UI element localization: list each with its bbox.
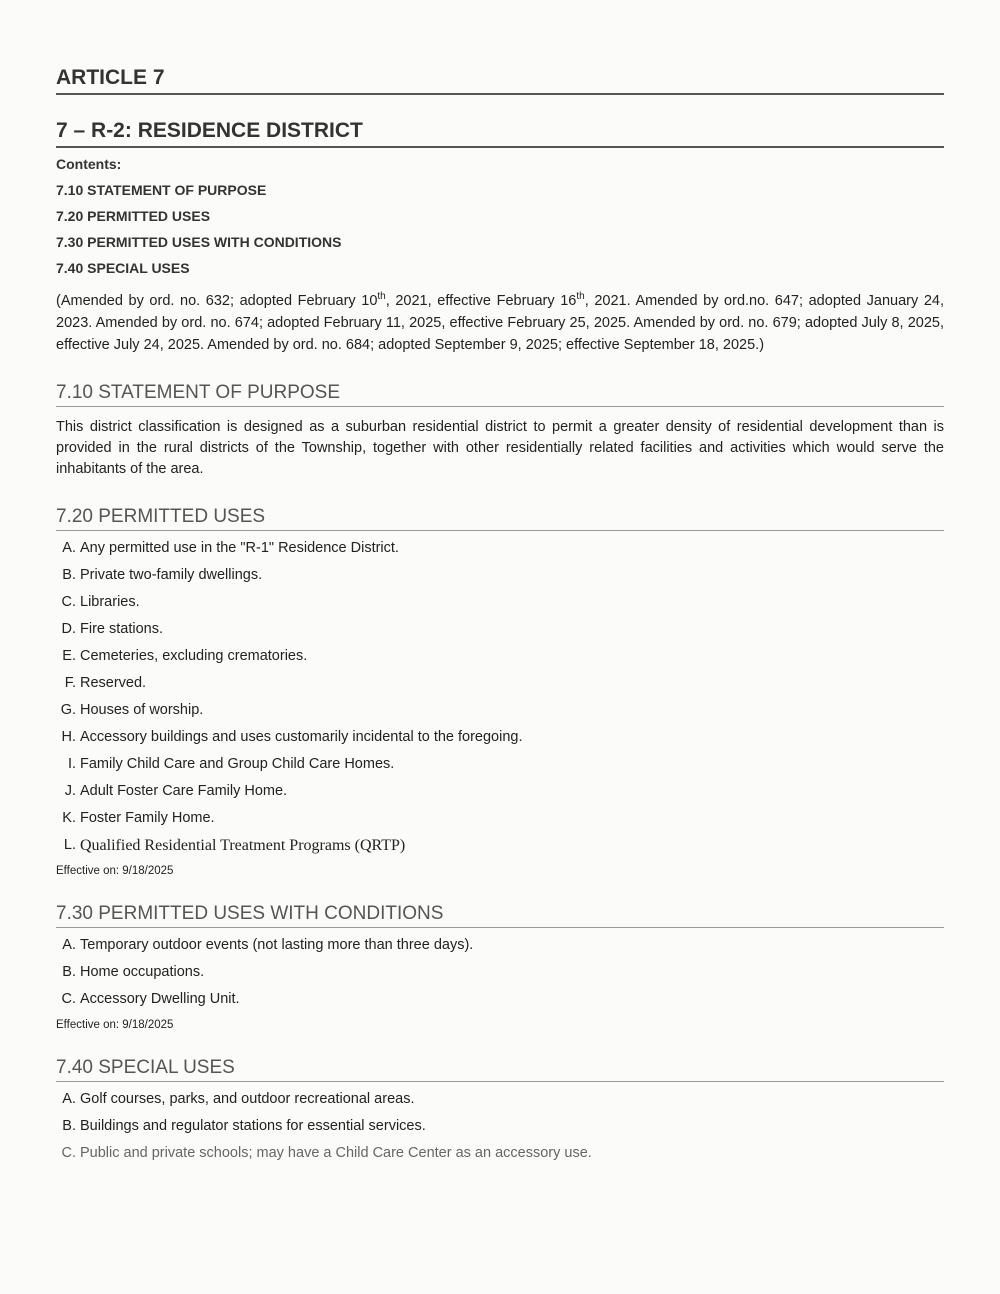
- item-text: Foster Family Home.: [80, 810, 215, 826]
- item-letter: G.: [60, 702, 76, 718]
- conditional-uses-list: [56, 936, 944, 1009]
- amendment-sup-2: th: [576, 291, 585, 303]
- item-text: Qualified Residential Treatment Programs (QRTP): [80, 837, 406, 854]
- list-item: [56, 936, 944, 955]
- item-letter: C.: [61, 594, 76, 610]
- amendment-text-1: (Amended by ord. no. 632; adopted February 10: [56, 293, 378, 309]
- item-letter: B.: [62, 1118, 76, 1134]
- item-text: Public and private schools; may have a Child Care Center as an accessory use.: [80, 1145, 592, 1161]
- item-text: Family Child Care and Group Child Care Homes.: [80, 756, 395, 772]
- item-text: Private two-family dwellings.: [80, 567, 263, 583]
- item-text: Any permitted use in the "R-1" Residence District.: [80, 540, 399, 556]
- item-text: Temporary outdoor events (not lasting more than three days).: [80, 937, 474, 953]
- section-heading-7-10: 7.10 STATEMENT OF PURPOSE: [56, 382, 944, 407]
- amendment-text-3: , 2021. Amended by ord.no. 647; adopted January 24, 2023. Amended by ord. no. 674; adopted February 11, 2025, effective February 25, 2025. Amended by ord. no. 679; adopted July 8, 2025, effective July 24, 2025. Amended by ord. no. 684; adopted September 9, 2025; effective September 18, 2025.): [56, 293, 944, 353]
- item-letter: A.: [62, 1091, 76, 1107]
- item-letter: L.: [63, 837, 76, 853]
- list-item: [56, 809, 944, 828]
- item-letter: A.: [62, 540, 76, 556]
- permitted-uses-list: [56, 539, 944, 855]
- item-text: Accessory Dwelling Unit.: [80, 991, 240, 1007]
- effective-date: Effective on: 9/18/2025: [56, 1019, 174, 1031]
- item-text: Fire stations.: [80, 621, 163, 637]
- item-letter: I.: [67, 756, 76, 772]
- list-item: [56, 755, 944, 774]
- contents-item: 7.10 STATEMENT OF PURPOSE: [56, 182, 267, 198]
- list-item: [56, 836, 944, 855]
- list-item: [56, 990, 944, 1009]
- item-text: Houses of worship.: [80, 702, 204, 718]
- amendment-text-2: , 2021, effective February 16: [385, 293, 577, 309]
- item-letter: D.: [61, 621, 76, 637]
- amendment-sup-1: th: [377, 291, 386, 303]
- item-text: Cemeteries, excluding crematories.: [80, 648, 308, 664]
- section-heading-7-40: 7.40 SPECIAL USES: [56, 1057, 944, 1082]
- item-letter: A.: [62, 937, 76, 953]
- list-item: [56, 566, 944, 585]
- effective-date: Effective on: 9/18/2025: [56, 865, 174, 877]
- district-title: 7 – R-2: RESIDENCE DISTRICT: [56, 119, 944, 148]
- item-letter: C.: [61, 991, 76, 1007]
- document-page: [56, 60, 944, 1163]
- article-title: ARTICLE 7: [56, 66, 944, 95]
- item-letter: J.: [64, 783, 76, 799]
- list-item: [56, 593, 944, 612]
- contents-item: 7.20 PERMITTED USES: [56, 208, 211, 224]
- list-item: [56, 1144, 944, 1163]
- item-letter: H.: [61, 729, 76, 745]
- contents-label: Contents:: [56, 156, 122, 172]
- list-item: [56, 539, 944, 558]
- item-letter: K.: [62, 810, 76, 826]
- item-letter: C.: [61, 1145, 76, 1161]
- list-item: [56, 963, 944, 982]
- contents-item: 7.30 PERMITTED USES WITH CONDITIONS: [56, 234, 342, 250]
- list-item: [56, 1090, 944, 1109]
- item-text: Adult Foster Care Family Home.: [80, 783, 288, 799]
- list-item: [56, 782, 944, 801]
- item-letter: B.: [62, 964, 76, 980]
- item-letter: F.: [64, 675, 76, 691]
- item-letter: E.: [62, 648, 76, 664]
- list-item: [56, 1117, 944, 1136]
- item-text: Golf courses, parks, and outdoor recreational areas.: [80, 1091, 415, 1107]
- item-text: Reserved.: [80, 675, 147, 691]
- section-heading-7-30: 7.30 PERMITTED USES WITH CONDITIONS: [56, 903, 944, 928]
- list-item: [56, 674, 944, 693]
- section-heading-7-20: 7.20 PERMITTED USES: [56, 506, 944, 531]
- item-text: Accessory buildings and uses customarily incidental to the foregoing.: [80, 729, 523, 745]
- amendment-note: [56, 290, 944, 356]
- item-text: Buildings and regulator stations for essential services.: [80, 1118, 426, 1134]
- special-uses-list: [56, 1090, 944, 1163]
- item-text: Libraries.: [80, 594, 140, 610]
- contents-item: 7.40 SPECIAL USES: [56, 260, 190, 276]
- purpose-text: This district classification is designed as a suburban residential district to permit a greater density of residential development than is provided in the rural districts of the Township, together with other residentially related facilities and activities which would serve the inhabitants of the area.: [56, 419, 944, 477]
- list-item: [56, 647, 944, 666]
- list-item: [56, 701, 944, 720]
- list-item: [56, 728, 944, 747]
- item-text: Home occupations.: [80, 964, 205, 980]
- list-item: [56, 620, 944, 639]
- item-letter: B.: [62, 567, 76, 583]
